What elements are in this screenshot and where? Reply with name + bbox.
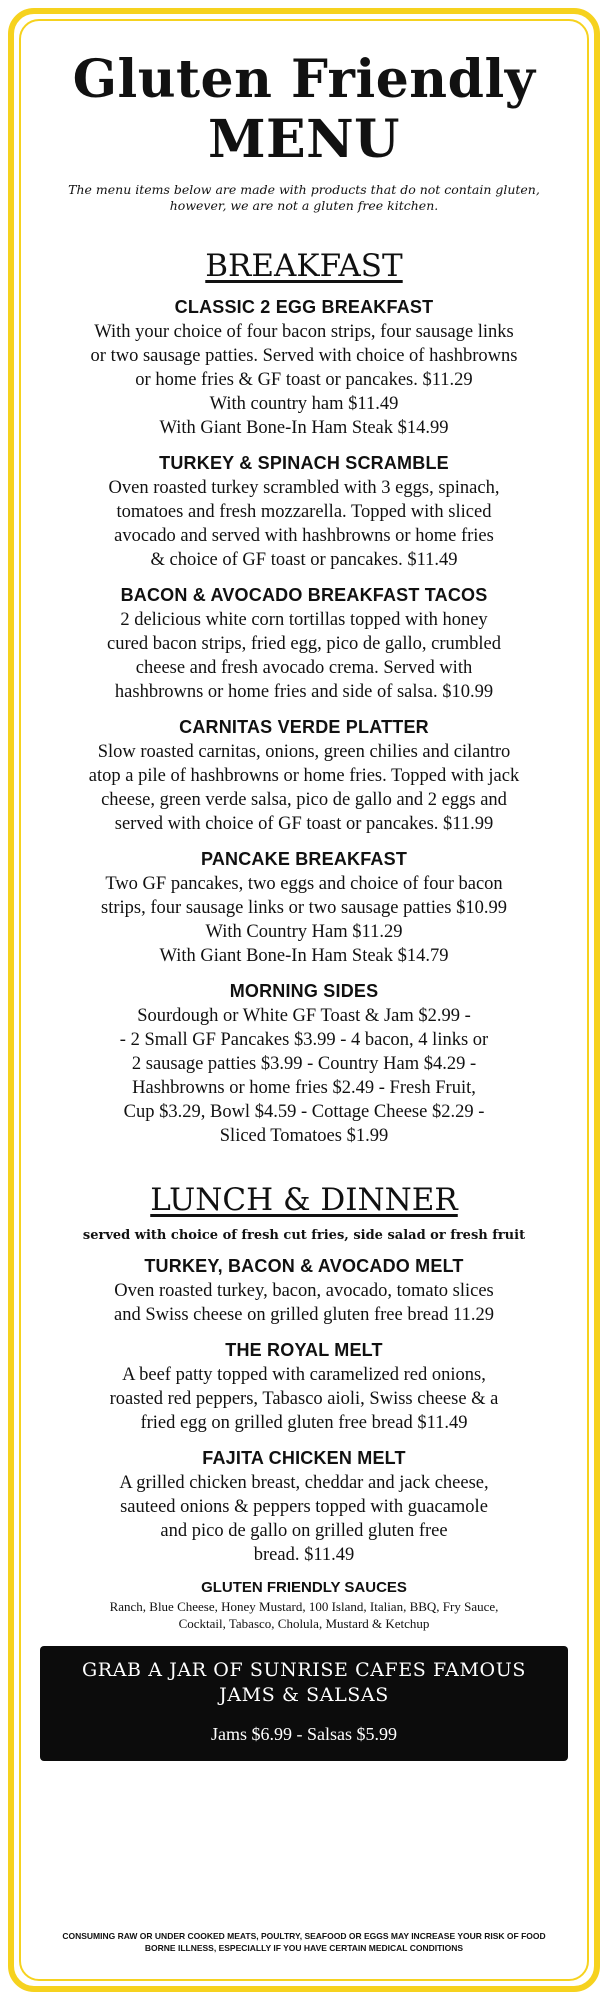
menu-item-description-line: strips, four sausage links or two sausage patties $10.99 [101,898,507,918]
menu-title-line2: MENU [207,109,401,170]
sauces-line-2: Cocktail, Tabasco, Cholula, Mustard & Ketchup [178,1616,430,1631]
menu-item-description-line: Sliced Tomatoes $1.99 [219,1126,389,1146]
breakfast-section-title: BREAKFAST [205,248,403,284]
menu-item [34,452,574,572]
menu-item [34,848,574,968]
menu-item-description-line: fried egg on grilled gluten free bread $11.49 [140,1413,468,1433]
menu-title-line1: Gluten Friendly [72,49,536,110]
menu-item-description-line: With your choice of four bacon strips, four sausage links [94,322,514,342]
menu-item-description-line: avocado and served with hashbrowns or home fries [114,526,494,546]
menu-item-name: CLASSIC 2 EGG BREAKFAST [174,297,434,317]
menu-item-description-line: Slow roasted carnitas, onions, green chilies and cilantro [97,742,511,762]
menu-item-description-line: and pico de gallo on grilled gluten free [160,1521,448,1541]
menu-item-description [34,1363,574,1435]
footer-line-2: BORNE ILLNESS, ESPECIALLY IF YOU HAVE CERTAIN MEDICAL CONDITIONS [144,1943,464,1953]
menu-item-description-line: cheese and fresh avocado crema. Served with [135,658,473,678]
breakfast-items [34,296,574,1148]
menu-item [34,716,574,836]
menu-item-description-line: A grilled chicken breast, cheddar and jack cheese, [119,1473,489,1493]
menu-item-description [34,320,574,440]
menu-item-description-line: bread. $11.49 [253,1545,355,1565]
menu-item-description-line: Oven roasted turkey scrambled with 3 eggs, spinach, [108,478,500,498]
banner-heading [50,1658,558,1708]
food-safety-footer [50,1930,558,1954]
sauces-list [44,1598,564,1632]
menu-title [34,50,574,170]
menu-item-name: MORNING SIDES [229,981,379,1001]
menu-item [34,296,574,440]
menu-item-description [34,1471,574,1567]
jams-salsas-banner [40,1646,568,1761]
menu-item-name: TURKEY, BACON & AVOCADO MELT [144,1256,464,1276]
menu-item-description [34,740,574,836]
menu-item-description-line: hashbrowns or home fries and side of salsa. $10.99 [114,682,494,702]
menu-item-description-line: served with choice of GF toast or pancakes. $11.99 [114,814,494,834]
menu-item-description-line: With Country Ham $11.29 [205,922,403,942]
menu-item [34,1255,574,1327]
menu-item-description-line: Oven roasted turkey, bacon, avocado, tomato slices [114,1281,494,1301]
menu-item-name: PANCAKE BREAKFAST [200,849,408,869]
menu-item-description-line: 2 sausage patties $3.99 - Country Ham $4.29 - [131,1054,477,1074]
menu-item-name: FAJITA CHICKEN MELT [202,1448,406,1468]
menu-item-description [34,1279,574,1327]
menu-item-name: THE ROYAL MELT [225,1340,383,1360]
menu-item [34,1339,574,1435]
menu-item [34,980,574,1148]
menu-item-description-line: With country ham $11.49 [209,394,399,414]
menu-item-description-line: Hashbrowns or home fries $2.49 - Fresh Fruit, [132,1078,476,1098]
menu-item-description-line: & choice of GF toast or pancakes. $11.49 [150,550,458,570]
menu-item-description-line: - 2 Small GF Pancakes $3.99 - 4 bacon, 4 links or [119,1030,489,1050]
menu-item [34,584,574,704]
menu-item-description-line: tomatoes and fresh mozzarella. Topped with sliced [116,502,492,522]
gluten-disclaimer: The menu items below are made with products that do not contain gluten, however, we are not a gluten free kitchen. [68,182,540,213]
sauces-title: GLUTEN FRIENDLY SAUCES [201,1579,407,1596]
menu-item-description [34,476,574,572]
menu-item-description-line: Sourdough or White GF Toast & Jam $2.99 - [137,1006,471,1026]
lunch-items [34,1255,574,1567]
menu-item-description-line: With Giant Bone-In Ham Steak $14.79 [159,946,449,966]
menu-item-description-line: and Swiss cheese on grilled gluten free bread 11.29 [114,1305,494,1325]
menu-item [34,1447,574,1567]
banner-line-2: JAMS & SALSAS [219,1684,389,1706]
menu-item-name: CARNITAS VERDE PLATTER [179,717,429,737]
menu-item-description-line: cured bacon strips, fried egg, pico de gallo, crumbled [106,634,502,654]
lunch-subnote: served with choice of fresh cut fries, side salad or fresh fruit [82,1228,526,1243]
sauces-line-1: Ranch, Blue Cheese, Honey Mustard, 100 Island, Italian, BBQ, Fry Sauce, [109,1599,499,1614]
footer-line-1: CONSUMING RAW OR UNDER COOKED MEATS, POULTRY, SEAFOOD OR EGGS MAY INCREASE YOUR RISK OF FOOD [62,1931,546,1941]
menu-item-description-line: 2 delicious white corn tortillas topped with honey [120,610,488,630]
menu-item-description-line: Cup $3.29, Bowl $4.59 - Cottage Cheese $2.29 - [123,1102,485,1122]
menu-item-description-line: A beef patty topped with caramelized red onions, [122,1365,486,1385]
menu-item-description-line: roasted red peppers, Tabasco aioli, Swiss cheese & a [109,1389,499,1409]
menu-item-description-line: Two GF pancakes, two eggs and choice of four bacon [105,874,503,894]
menu-item-description-line: or home fries & GF toast or pancakes. $11.29 [135,370,473,390]
menu-item-description-line: atop a pile of hashbrowns or home fries. Topped with jack [88,766,520,786]
banner-line-1: GRAB A JAR OF SUNRISE CAFES FAMOUS [82,1659,526,1681]
menu-item-name: TURKEY & SPINACH SCRAMBLE [159,453,449,473]
menu-item-description-line: With Giant Bone-In Ham Steak $14.99 [159,418,449,438]
lunch-section-title: LUNCH & DINNER [150,1182,458,1218]
menu-item-description [34,872,574,968]
banner-prices: Jams $6.99 - Salsas $5.99 [211,1724,397,1744]
menu-item-description [34,1004,574,1148]
menu-item-description [34,608,574,704]
menu-item-description-line: sauteed onions & peppers topped with guacamole [120,1497,488,1517]
menu-content [34,50,574,1761]
menu-item-description-line: or two sausage patties. Served with choice of hashbrowns [90,346,518,366]
menu-item-description-line: cheese, green verde salsa, pico de gallo and 2 eggs and [101,790,507,810]
menu-item-name: BACON & AVOCADO BREAKFAST TACOS [120,585,488,605]
